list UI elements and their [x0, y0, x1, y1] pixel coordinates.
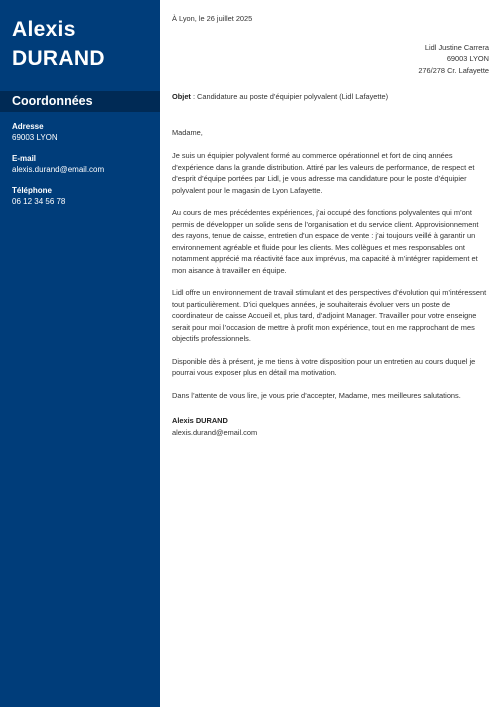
letter-paragraph: Disponible dès à présent, je me tiens à votre disposition pour un entretien au cours duquel je pourrai vous exposer plus en détail ma motivation.	[172, 356, 476, 377]
signature-name: Alexis DURAND	[172, 416, 228, 425]
letter-paragraph: Lidl offre un environnement de travail stimulant et des perspectives d’évolution qui m’intéressent tout particulièrement. D’ici quelques années, je souhaiterais évoluer vers un poste de coordinateur de caisse Accueil et, plus tard, d’adjoint Manager. Travailler pour votre enseigne serait pour moi l’occasion de mettre à profit mon expérience, tout en me rapprochant de mes objectifs professionnels.	[172, 288, 487, 343]
recipient-address	[172, 42, 489, 77]
email-label: E-mail	[12, 154, 37, 163]
letter-body	[172, 13, 489, 438]
signature-block	[172, 415, 489, 438]
address-label: Adresse	[12, 122, 44, 131]
letter-paragraph: Au cours de mes précédentes expériences, j’ai occupé des fonctions polyvalentes qui m’ont permis de développer un solide sens de l’organisation et du service client. Approvisionnement des rayons, tenue de caisse, entretien d’un espace de vente : j’ai toujours veillé à garantir un environnement agréable et fluide pour les clients. Mes collègues et mes responsables ont notamment apprécié ma réactivité face aux imprévus, ma capacité à m’intégrer rapidement et mon aisance à travailler en équipe.	[172, 208, 479, 275]
subject-label: Objet	[172, 92, 191, 101]
sender-first-name: Alexis	[12, 18, 76, 41]
sender-last-name: DURAND	[12, 47, 105, 70]
contact-address	[12, 121, 148, 144]
contact-email	[12, 153, 148, 176]
letter-paragraph: Dans l’attente de vous lire, je vous prie d’accepter, Madame, mes meilleures salutations.	[172, 390, 461, 400]
phone-label: Téléphone	[12, 186, 53, 195]
letter-salutation: Madame,	[172, 127, 203, 137]
subject-text: : Candidature au poste d’équipier polyvalent (Lidl Lafayette)	[190, 92, 389, 101]
contact-heading: Coordonnées	[0, 91, 160, 112]
phone-value[interactable]: 06 12 34 56 78	[12, 197, 66, 206]
address-value: 69003 LYON	[12, 133, 58, 142]
letter-subject	[172, 91, 489, 103]
recipient-line: 69003 LYON	[446, 54, 489, 63]
recipient-line: 276/278 Cr. Lafayette	[418, 65, 489, 75]
letter-paragraph: Je suis un équipier polyvalent formé au commerce opérationnel et fort de cinq années d’expérience dans la grande distribution. Attiré par les valeurs de performance, de respect et d’esprit d’équipe portées par Lidl, je vous adresse ma candidature pour le poste d’équipier polyvalent pour le magasin de Lyon Lafayette.	[172, 151, 475, 195]
sidebar	[0, 0, 160, 707]
signature-email[interactable]: alexis.durand@email.com	[172, 427, 258, 437]
letter-date: À Lyon, le 26 juillet 2025	[172, 14, 253, 23]
sender-name	[0, 0, 160, 91]
contact-phone	[12, 185, 148, 208]
contact-details	[0, 112, 160, 208]
email-value[interactable]: alexis.durand@email.com	[12, 165, 105, 174]
recipient-line: Lidl Justine Carrera	[424, 42, 489, 52]
